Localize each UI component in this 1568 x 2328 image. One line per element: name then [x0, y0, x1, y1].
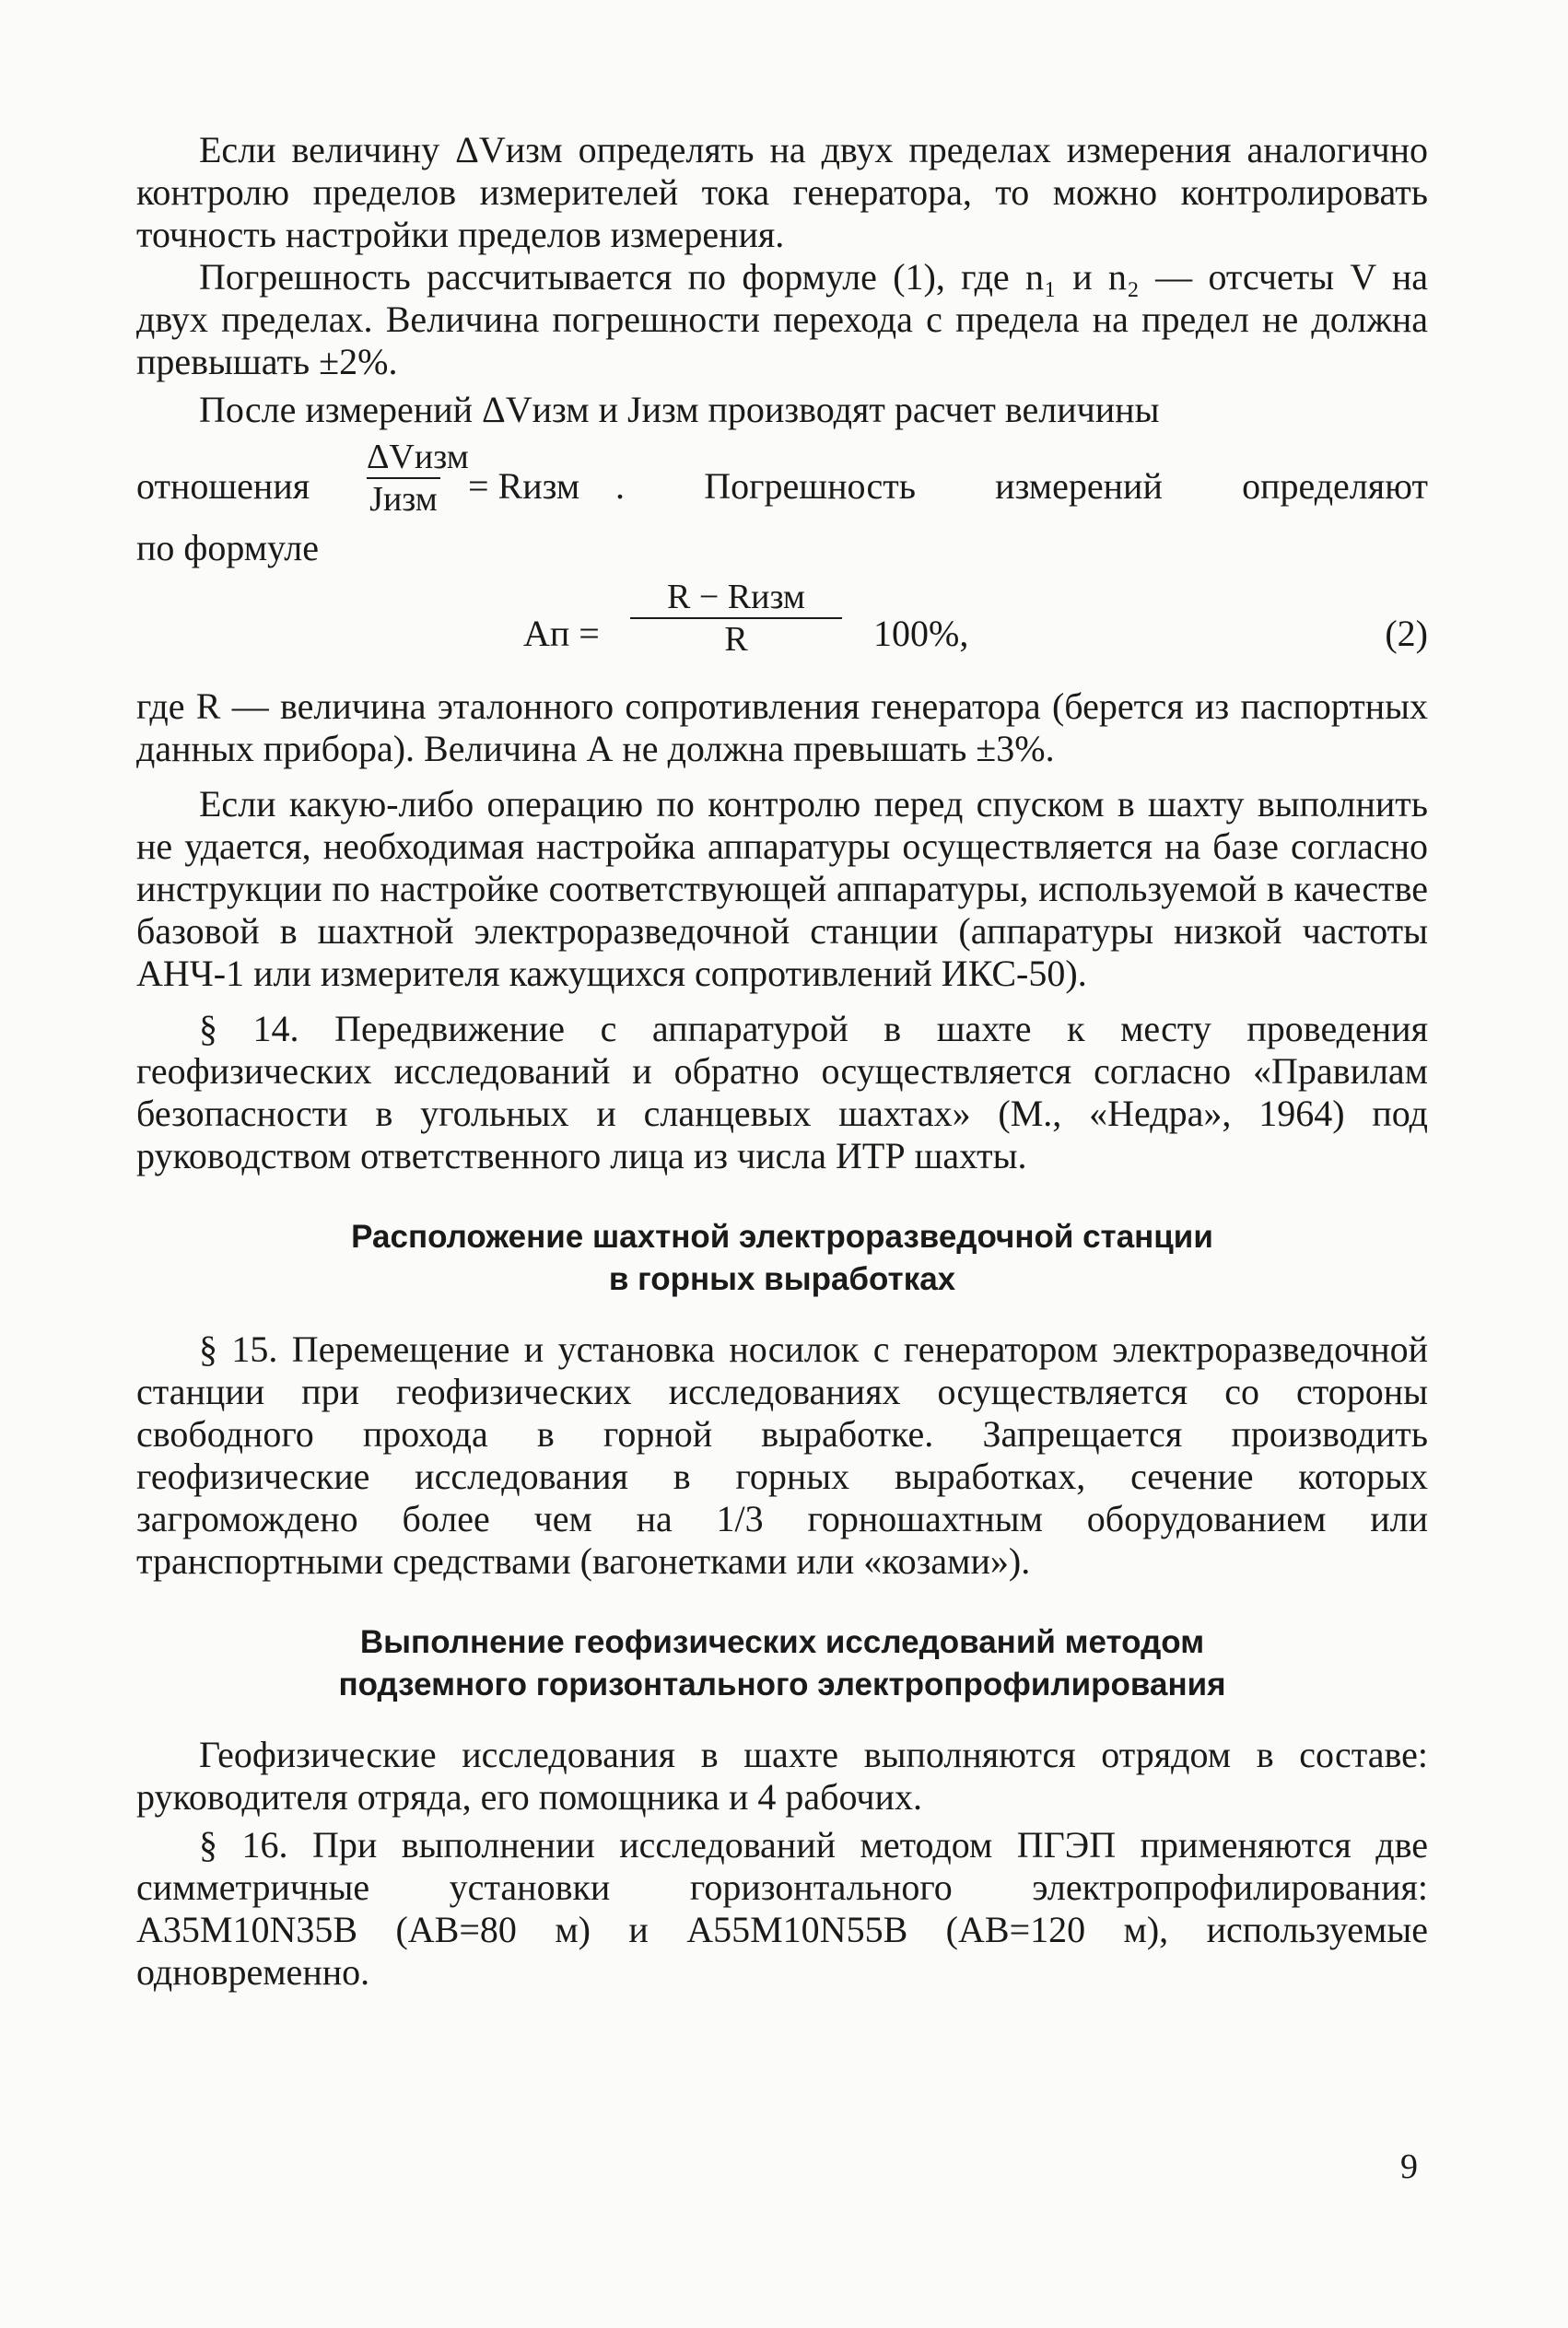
formula-number: (2) — [1385, 613, 1428, 654]
ratio-denominator: Jизм — [369, 480, 438, 519]
formula-lhs: Aп = — [523, 613, 600, 654]
formula-numerator: R − Rизм — [667, 578, 805, 616]
section-heading-1 — [136, 1216, 1428, 1301]
formula-2 — [136, 579, 1428, 680]
formula-denominator: R — [724, 620, 748, 659]
paragraph-1: Если величину ΔVизм определять на двух пределах измерения аналогично контролю пределов измерителей тока генератора, то можно контролировать точность настройки пределов измерения. — [136, 129, 1428, 255]
page-number: 9 — [1400, 2147, 1418, 2186]
paragraph-3: После измерений ΔVизм и Jизм производят расчет величины — [199, 389, 1160, 430]
paragraph-11: § 16. При выполнении исследований методом ПГЭП применяются две симметричные установки горизонтального электропрофилирования: A35M10N35B (AB=80 м) и A55M10N55B (AB=120 м), используемые одновременно. — [136, 1824, 1428, 1993]
paragraph-9: § 15. Перемещение и установка носилок с генератором электроразведочной станции при геофизических исследованиях осуществляется со стороны свободного прохода в горной выработке. Запрещается производить геофизические исследования в горных выработках, сечение которых загромождено более чем на 1/3 горношахтным оборудованием или транспортными средствами (вагонетками или «козами»). — [136, 1328, 1428, 1582]
section-heading-2 — [136, 1621, 1428, 1706]
ratio-equals: = Rизм — [468, 465, 580, 507]
paragraph-7: Если какую-либо операцию по контролю перед спуском в шахту выполнить не удается, необходимая настройка аппаратуры осуществляется на базе согласно инструкции по настройке соответствующей аппаратуры, используемой в качестве базовой в шахтной электроразведочной станции (аппаратуры низкой частоты АНЧ-1 или измерителя кажущихся сопротивлений ИКС-50). — [136, 783, 1428, 994]
paragraph-10: Геофизические исследования в шахте выполняются отрядом в составе: руководителя отряда, его помощника и 4 рабочих. — [136, 1734, 1428, 1818]
paragraph-8: § 14. Передвижение с аппаратурой в шахте к месту проведения геофизических исследований и обратно осуществляется согласно «Правилам безопасности в угольных и сланцевых шахтах» (М., «Недра», 1964) под руководством ответственного лица из числа ИТР шахты. — [136, 1008, 1428, 1176]
fraction-bar — [367, 477, 440, 479]
fraction-bar — [630, 617, 842, 619]
paragraph-2: Погрешность рассчитывается по формуле (1), где n₁ и n₂ — отсчеты V на двух пределах. Величина погрешности перехода с предела на предел не должна превышать ±2%. — [136, 256, 1428, 382]
heading-2-line-1: Выполнение геофизических исследований методом — [359, 1624, 1205, 1660]
paragraph-formula-intro: по формуле — [136, 527, 319, 568]
ratio-intro-word: отношения — [136, 465, 310, 507]
formula-fraction — [630, 579, 842, 658]
heading-1-line-2: в горных выработках — [608, 1261, 956, 1297]
ratio-line — [136, 439, 1428, 527]
paragraph-6: где R — величина эталонного сопротивления генератора (берется из паспортных данных прибора). Величина А не должна превышать ±3%. — [136, 685, 1428, 769]
ratio-fraction — [367, 438, 469, 519]
formula-percent: 100%, — [873, 613, 969, 654]
page-body — [136, 129, 1428, 1994]
heading-1-line-1: Расположение шахтной электроразведочной станции — [351, 1219, 1213, 1255]
heading-2-line-2: подземного горизонтального электропрофилирования — [338, 1667, 1226, 1702]
ratio-rest-text: . Погрешность измерений определяют — [615, 465, 1428, 507]
ratio-numerator: ΔVизм — [367, 438, 469, 476]
